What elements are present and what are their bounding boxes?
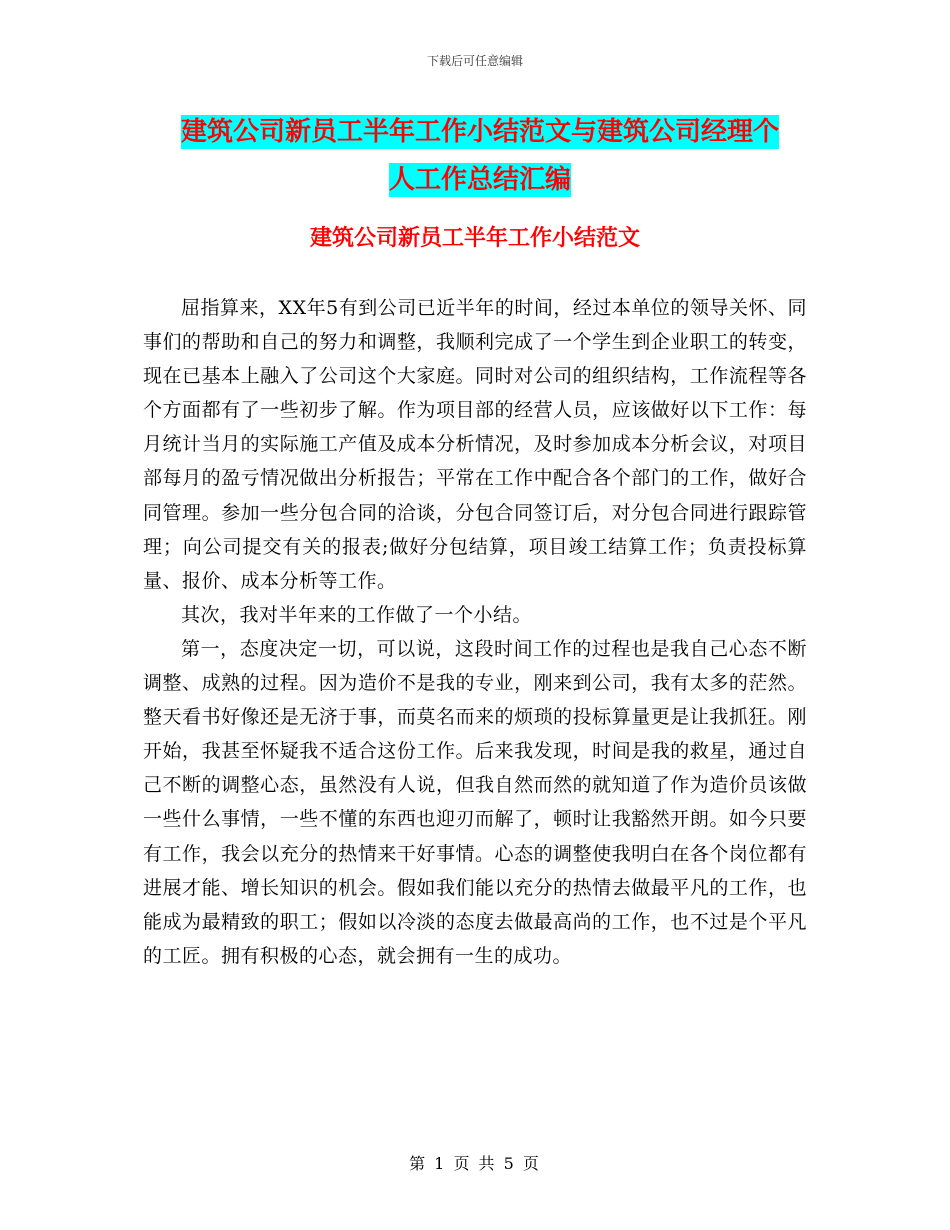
- page-footer: 第 1 页 共 5 页: [409, 1154, 541, 1173]
- title-line-1: 建筑公司新员工半年工作小结范文与建筑公司经理个: [180, 117, 779, 147]
- title-line-2: 人工作总结汇编: [388, 165, 571, 195]
- header-note: 下载后可任意编辑: [426, 54, 523, 68]
- section-title: 建筑公司新员工半年工作小结范文: [309, 225, 640, 251]
- paragraph-1: 屈指算来，XX年5有到公司已近半年的时间，经过本单位的领导关怀、同事们的帮助和自己的努力和调整，我顺利完成了一个学生到企业职工的转变，现在已基本上融入了公司这个大家庭。同时对公司的组织结构，工作流程等各个方面都有了一些初步了解。作为项目部的经营人员，应该做好以下工作：每月统计当月的实际施工产值及成本分析情况，及时参加成本分析会议，对项目部每月的盈亏情况做出分析报告；平常在工作中配合各个部门的工作，做好合同管理。参加一些分包合同的洽谈，分包合同签订后，对分包合同进行跟踪管理；向公司提交有关的报表;做好分包结算，项目竣工结算工作；负责投标算量、报价、成本分析等工作。: [143, 297, 807, 592]
- paragraph-3: 第一，态度决定一切，可以说，这段时间工作的过程也是我自己心态不断调整、成熟的过程。因为造价不是我的专业，刚来到公司，我有太多的茫然。整天看书好像还是无济于事，而莫名而来的烦琐的投标算量更是让我抓狂。刚开始，我甚至怀疑我不适合这份工作。后来我发现，时间是我的救星，通过自己不断的调整心态，虽然没有人说，但我自然而然的就知道了作为造价员该做一些什么事情，一些不懂的东西也迎刃而解了，顿时让我豁然开朗。如今只要有工作，我会以充分的热情来干好事情。心态的调整使我明白在各个岗位都有进展才能、增长知识的机会。假如我们能以充分的热情去做最平凡的工作，也能成为最精致的职工；假如以冷淡的态度去做最高尚的工作，也不过是个平凡的工匠。拥有积极的心态，就会拥有一生的成功。: [143, 637, 807, 967]
- document-title: [150, 108, 810, 204]
- paragraph-2: 其次，我对半年来的工作做了一个小结。: [181, 603, 533, 626]
- document-body: [143, 291, 807, 973]
